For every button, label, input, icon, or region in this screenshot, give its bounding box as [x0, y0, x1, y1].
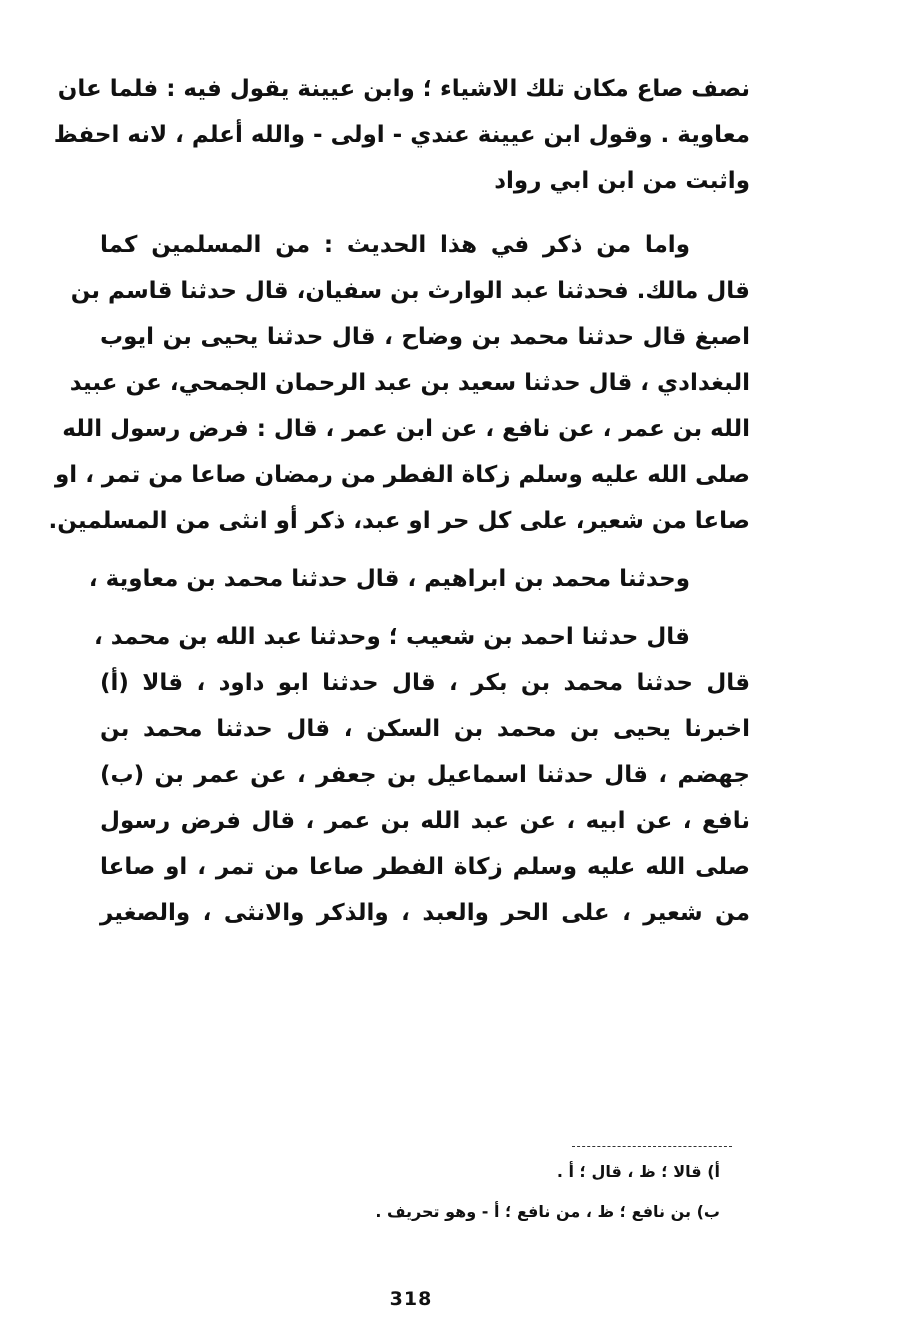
paragraph [88, 556, 750, 602]
text-line: قال حدثنا محمد بن بكر ، قال حدثنا ابو داود ، قالا (أ) [100, 670, 750, 696]
text-line: واثبت من ابن ابي رواد [494, 168, 750, 194]
paragraph [48, 222, 750, 544]
text-line: قال مالك. فحدثنا عبد الوارث بن سفيان، قال حدثنا قاسم بن [70, 278, 750, 304]
text-line: الله بن عمر ، عن نافع ، عن ابن عمر ، قال : فرض رسول الله [62, 416, 750, 442]
text-line: معاوية . وقول ابن عيينة عندي - اولى - والله أعلم ، لانه احفظ [53, 122, 750, 148]
text-line: نصف صاع مكان تلك الاشياء ؛ وابن عيينة يقول فيه : فلما عان [57, 76, 750, 102]
text-line: صلى الله عليه وسلم زكاة الفطر صاعا من تمر ، او صاعا [100, 854, 750, 880]
text-line: من شعير ، على الحر والعبد ، والذكر والانثى ، والصغير [100, 900, 750, 926]
text-line: صاعا من شعير، على كل حر او عبد، ذكر أو انثى من المسلمين. [48, 508, 750, 534]
text-line: نافع ، عن ابيه ، عن عبد الله بن عمر ، قال فرض رسول [100, 808, 750, 834]
footnotes [280, 1152, 720, 1232]
paragraph [53, 66, 750, 204]
text-line: اخبرنا يحيى بن محمد بن السكن ، قال حدثنا محمد بن [100, 716, 750, 742]
text-line: اصبغ قال حدثنا محمد بن وضاح ، قال حدثنا يحيى بن ايوب [100, 324, 750, 350]
paragraph [94, 614, 750, 936]
page-number: 318 [389, 1288, 433, 1310]
footnote: ب) بن نافع ؛ ظ ، من نافع ؛ أ - وهو تحريف . [375, 1202, 720, 1221]
text-line: وحدثنا محمد بن ابراهيم ، قال حدثنا محمد بن معاوية ، [88, 566, 690, 592]
text-line: صلى الله عليه وسلم زكاة الفطر من رمضان صاعا من تمر ، او [55, 462, 750, 488]
text-line: قال حدثنا احمد بن شعيب ؛ وحدثنا عبد الله بن محمد ، [94, 624, 690, 650]
footnote-divider [572, 1146, 732, 1147]
footnote: أ) قالا ؛ ظ ، قال ؛ أ . [556, 1162, 720, 1181]
text-line: واما من ذكر في هذا الحديث : من المسلمين كما [100, 232, 690, 258]
text-line: البغدادي ، قال حدثنا سعيد بن عبد الرحمان الجمحي، عن عبيد [69, 370, 750, 396]
text-line: جهضم ، قال حدثنا اسماعيل بن جعفر ، عن عمر بن (ب) [100, 762, 750, 788]
